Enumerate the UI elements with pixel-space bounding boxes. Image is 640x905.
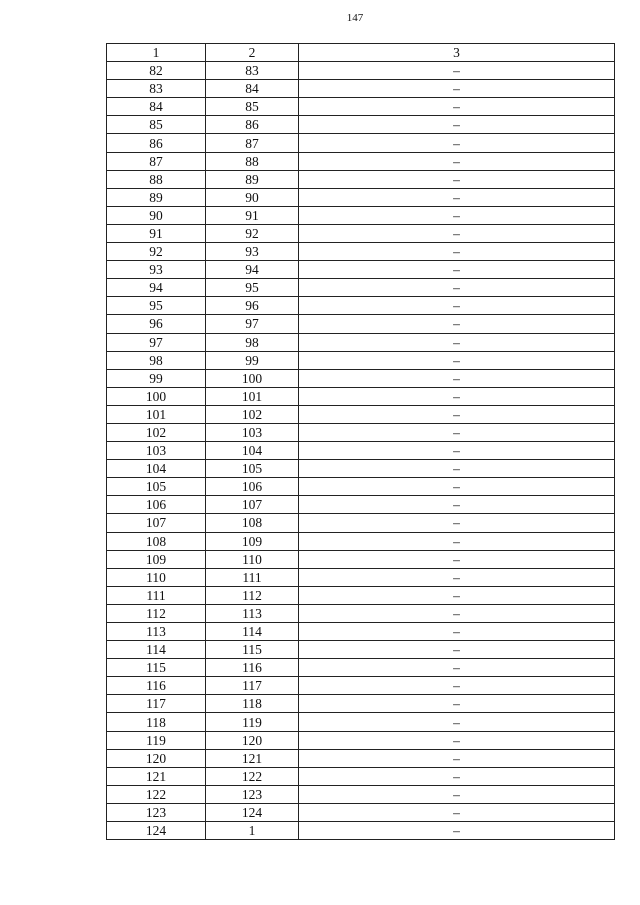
- table-cell-col3: –: [299, 351, 615, 369]
- table-body: [107, 62, 615, 840]
- table-cell-col2: 1: [206, 822, 299, 840]
- table-row: [107, 550, 615, 568]
- table-cell-col1: 89: [107, 188, 206, 206]
- table-row: [107, 731, 615, 749]
- table-cell-col3: –: [299, 496, 615, 514]
- table-cell-col3: –: [299, 713, 615, 731]
- table-cell-col1: 91: [107, 224, 206, 242]
- table-cell-col2: 102: [206, 405, 299, 423]
- table-cell-col1: 102: [107, 423, 206, 441]
- table-cell-col2: 119: [206, 713, 299, 731]
- table-cell-col3: –: [299, 731, 615, 749]
- table-cell-col3: –: [299, 98, 615, 116]
- table-row: [107, 604, 615, 622]
- table-cell-col1: 108: [107, 532, 206, 550]
- table-row: [107, 677, 615, 695]
- table-cell-col3: –: [299, 442, 615, 460]
- table-cell-col3: –: [299, 822, 615, 840]
- table-cell-col1: 124: [107, 822, 206, 840]
- table-cell-col3: –: [299, 170, 615, 188]
- table-cell-col2: 118: [206, 695, 299, 713]
- table-cell-col3: –: [299, 514, 615, 532]
- table-row: [107, 803, 615, 821]
- table-row: [107, 623, 615, 641]
- table-cell-col2: 108: [206, 514, 299, 532]
- table-cell-col3: –: [299, 677, 615, 695]
- table-cell-col1: 120: [107, 749, 206, 767]
- table-row: [107, 532, 615, 550]
- table-row: [107, 152, 615, 170]
- table-cell-col3: –: [299, 460, 615, 478]
- table-cell-col2: 91: [206, 206, 299, 224]
- header-cell-col2: 2: [206, 44, 299, 62]
- table-row: [107, 62, 615, 80]
- table-cell-col3: –: [299, 568, 615, 586]
- table-cell-col1: 97: [107, 333, 206, 351]
- table-cell-col3: –: [299, 785, 615, 803]
- table-cell-col1: 85: [107, 116, 206, 134]
- table-row: [107, 460, 615, 478]
- table-row: [107, 170, 615, 188]
- table-row: [107, 568, 615, 586]
- table-cell-col1: 99: [107, 369, 206, 387]
- table-header: [107, 44, 615, 62]
- table-cell-col2: 95: [206, 279, 299, 297]
- table-cell-col1: 88: [107, 170, 206, 188]
- table-cell-col1: 84: [107, 98, 206, 116]
- table-cell-col2: 84: [206, 80, 299, 98]
- table-cell-col3: –: [299, 550, 615, 568]
- table-row: [107, 496, 615, 514]
- table-cell-col2: 86: [206, 116, 299, 134]
- table-cell-col2: 111: [206, 568, 299, 586]
- table-row: [107, 98, 615, 116]
- table-cell-col2: 87: [206, 134, 299, 152]
- table-cell-col1: 107: [107, 514, 206, 532]
- data-table: [106, 43, 615, 840]
- table-cell-col2: 92: [206, 224, 299, 242]
- table-cell-col1: 93: [107, 261, 206, 279]
- table-cell-col1: 92: [107, 243, 206, 261]
- table-row: [107, 206, 615, 224]
- table-cell-col3: –: [299, 279, 615, 297]
- table-cell-col3: –: [299, 532, 615, 550]
- table-cell-col2: 110: [206, 550, 299, 568]
- table-cell-col1: 122: [107, 785, 206, 803]
- table-row: [107, 641, 615, 659]
- page-number: 147: [346, 12, 364, 24]
- header-cell-col3: 3: [299, 44, 615, 62]
- table-cell-col2: 89: [206, 170, 299, 188]
- table-row: [107, 695, 615, 713]
- table-cell-col2: 117: [206, 677, 299, 695]
- table-cell-col1: 103: [107, 442, 206, 460]
- table-cell-col1: 82: [107, 62, 206, 80]
- table-cell-col2: 121: [206, 749, 299, 767]
- table-cell-col1: 110: [107, 568, 206, 586]
- table-cell-col1: 111: [107, 586, 206, 604]
- table-cell-col2: 88: [206, 152, 299, 170]
- table-cell-col1: 116: [107, 677, 206, 695]
- table-cell-col2: 85: [206, 98, 299, 116]
- table-row: [107, 116, 615, 134]
- table-cell-col3: –: [299, 297, 615, 315]
- table-cell-col3: –: [299, 478, 615, 496]
- table-row: [107, 297, 615, 315]
- table-cell-col2: 115: [206, 641, 299, 659]
- table-cell-col3: –: [299, 243, 615, 261]
- table-cell-col2: 124: [206, 803, 299, 821]
- table-row: [107, 749, 615, 767]
- table-cell-col1: 86: [107, 134, 206, 152]
- table-row: [107, 659, 615, 677]
- table-cell-col3: –: [299, 188, 615, 206]
- table-cell-col3: –: [299, 62, 615, 80]
- table-cell-col2: 101: [206, 387, 299, 405]
- table-cell-col3: –: [299, 369, 615, 387]
- table-cell-col1: 112: [107, 604, 206, 622]
- table-row: [107, 351, 615, 369]
- table-cell-col3: –: [299, 767, 615, 785]
- table-cell-col1: 83: [107, 80, 206, 98]
- table-cell-col3: –: [299, 749, 615, 767]
- table-row: [107, 767, 615, 785]
- table-row: [107, 713, 615, 731]
- table-cell-col1: 113: [107, 623, 206, 641]
- table-row: [107, 188, 615, 206]
- table-cell-col2: 97: [206, 315, 299, 333]
- table-cell-col2: 107: [206, 496, 299, 514]
- table-cell-col2: 104: [206, 442, 299, 460]
- table-row: [107, 333, 615, 351]
- table-cell-col1: 96: [107, 315, 206, 333]
- table-cell-col3: –: [299, 116, 615, 134]
- table-row: [107, 586, 615, 604]
- table-cell-col3: –: [299, 659, 615, 677]
- table-row: [107, 785, 615, 803]
- table-row: [107, 369, 615, 387]
- table-cell-col1: 95: [107, 297, 206, 315]
- table-cell-col1: 106: [107, 496, 206, 514]
- table-row: [107, 405, 615, 423]
- table-row: [107, 315, 615, 333]
- table-cell-col1: 114: [107, 641, 206, 659]
- table-cell-col1: 104: [107, 460, 206, 478]
- table-cell-col2: 114: [206, 623, 299, 641]
- table-cell-col2: 122: [206, 767, 299, 785]
- table-row: [107, 261, 615, 279]
- table-cell-col2: 109: [206, 532, 299, 550]
- table-cell-col1: 123: [107, 803, 206, 821]
- table-row: [107, 822, 615, 840]
- table-cell-col1: 101: [107, 405, 206, 423]
- table-cell-col1: 98: [107, 351, 206, 369]
- table-cell-col2: 99: [206, 351, 299, 369]
- table-cell-col1: 105: [107, 478, 206, 496]
- table-cell-col1: 118: [107, 713, 206, 731]
- table-cell-col2: 96: [206, 297, 299, 315]
- table-cell-col3: –: [299, 80, 615, 98]
- table-header-row: [107, 44, 615, 62]
- table-cell-col2: 90: [206, 188, 299, 206]
- table-cell-col2: 94: [206, 261, 299, 279]
- table-cell-col3: –: [299, 206, 615, 224]
- table-cell-col2: 116: [206, 659, 299, 677]
- table-cell-col3: –: [299, 315, 615, 333]
- table-cell-col2: 112: [206, 586, 299, 604]
- table-cell-col3: –: [299, 224, 615, 242]
- table-row: [107, 243, 615, 261]
- table-cell-col3: –: [299, 803, 615, 821]
- table-row: [107, 134, 615, 152]
- table-cell-col2: 123: [206, 785, 299, 803]
- table-row: [107, 80, 615, 98]
- table-cell-col1: 117: [107, 695, 206, 713]
- table-row: [107, 387, 615, 405]
- table-cell-col3: –: [299, 604, 615, 622]
- table-cell-col3: –: [299, 387, 615, 405]
- table-cell-col2: 98: [206, 333, 299, 351]
- table-cell-col3: –: [299, 423, 615, 441]
- table-cell-col1: 94: [107, 279, 206, 297]
- table-cell-col1: 121: [107, 767, 206, 785]
- table-cell-col1: 109: [107, 550, 206, 568]
- table-cell-col2: 120: [206, 731, 299, 749]
- table-cell-col1: 87: [107, 152, 206, 170]
- table-row: [107, 423, 615, 441]
- header-cell-col1: 1: [107, 44, 206, 62]
- table-cell-col1: 90: [107, 206, 206, 224]
- table-cell-col1: 100: [107, 387, 206, 405]
- table-cell-col2: 106: [206, 478, 299, 496]
- table-cell-col3: –: [299, 261, 615, 279]
- table-row: [107, 279, 615, 297]
- table-cell-col3: –: [299, 641, 615, 659]
- table-cell-col3: –: [299, 405, 615, 423]
- table-cell-col2: 93: [206, 243, 299, 261]
- table-cell-col3: –: [299, 586, 615, 604]
- table-cell-col3: –: [299, 152, 615, 170]
- table-cell-col2: 100: [206, 369, 299, 387]
- table-cell-col3: –: [299, 333, 615, 351]
- table-cell-col1: 115: [107, 659, 206, 677]
- table-row: [107, 224, 615, 242]
- table-cell-col3: –: [299, 695, 615, 713]
- table-row: [107, 478, 615, 496]
- table-row: [107, 442, 615, 460]
- table-cell-col2: 103: [206, 423, 299, 441]
- table-cell-col2: 105: [206, 460, 299, 478]
- table-cell-col2: 83: [206, 62, 299, 80]
- table-cell-col3: –: [299, 134, 615, 152]
- table-cell-col2: 113: [206, 604, 299, 622]
- table-cell-col1: 119: [107, 731, 206, 749]
- table-cell-col3: –: [299, 623, 615, 641]
- table-row: [107, 514, 615, 532]
